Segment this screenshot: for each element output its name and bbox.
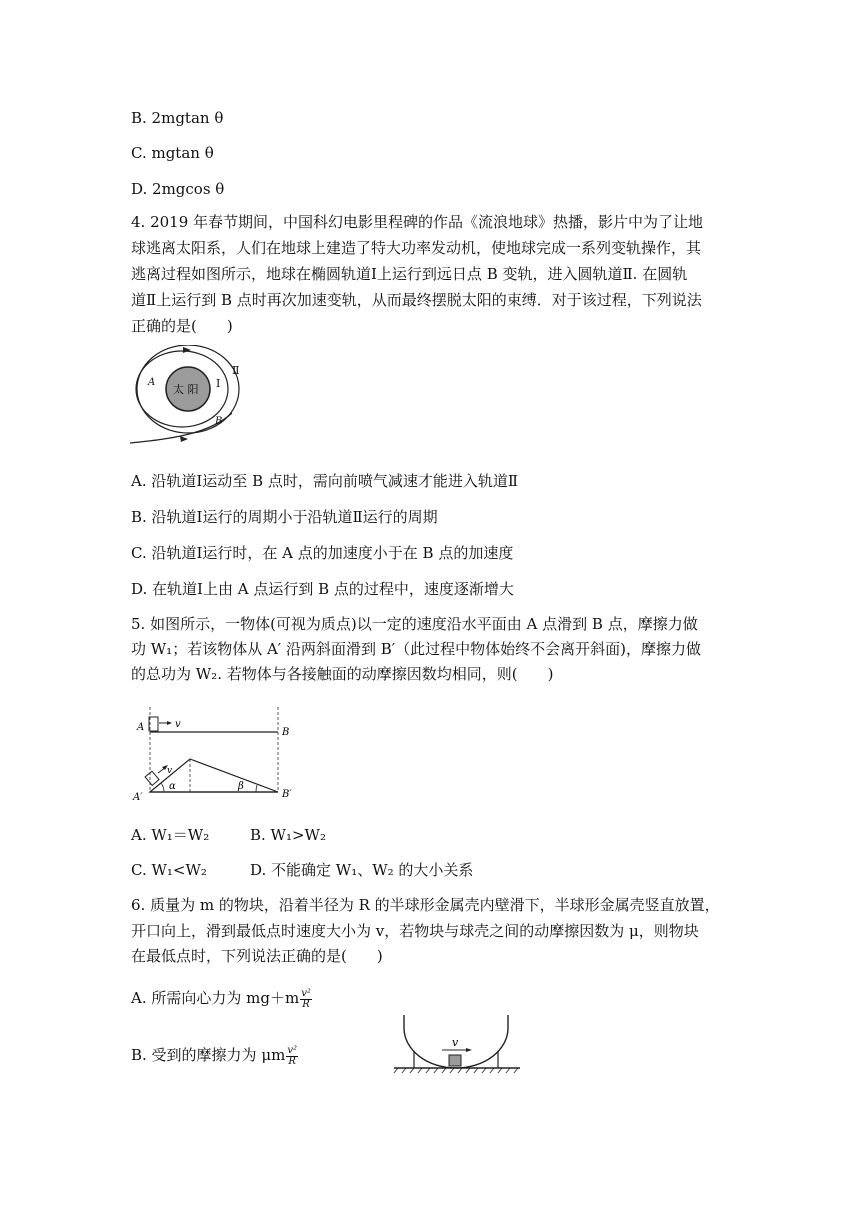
q6-hemisphere-diagram [392, 1013, 524, 1075]
q6-option-a [131, 988, 313, 1010]
q5-stem-line-3: 的总功为 W₂. 若物体与各接触面的动摩擦因数均相同，则( ) [131, 665, 554, 683]
v-label-incline: v [167, 766, 173, 776]
v-label-top: v [175, 719, 181, 730]
fraction-v2-over-r: $\frac{\text{v²}}{R}$ [301, 987, 311, 1010]
block [449, 1055, 461, 1066]
q5-option-c: C. W₁<W₂ [131, 861, 207, 879]
velocity-arrow-icon [466, 1048, 472, 1052]
sun-label: 太 阳 [173, 383, 199, 396]
escape-arrow-icon [180, 436, 188, 442]
q5-stem-line-1: 5. 如图所示，一物体(可视为质点)以一定的速度沿水平面由 A 点滑到 B 点，摩擦力做 [131, 615, 698, 633]
point-a-prime-label: A′ [133, 792, 143, 802]
q4-option-d: D. 在轨道Ⅰ上由 A 点运行到 B 点的过程中，速度逐渐增大 [131, 580, 514, 598]
q6-option-a-text: A. 所需向心力为 mg＋m [131, 989, 300, 1007]
q4-option-c: C. 沿轨道Ⅰ运行时，在 A 点的加速度小于在 B 点的加速度 [131, 544, 514, 562]
q5-option-d: D. 不能确定 W₁、W₂ 的大小关系 [250, 861, 474, 879]
q4-stem-line-3: 逃离过程如图所示，地球在椭圆轨道Ⅰ上运行到远日点 B 变轨，进入圆轨道Ⅱ. 在圆轨 [131, 265, 688, 283]
velocity-arrow-icon [167, 721, 172, 725]
ground-hatching [394, 1068, 518, 1073]
point-a-label: A [137, 722, 145, 733]
point-a-label: A [148, 377, 156, 388]
point-b-prime-label: B′ [282, 789, 292, 800]
q5-option-a: A. W₁＝W₂ [131, 826, 210, 844]
beta-label: β [238, 781, 244, 792]
q4-stem-line-1: 4. 2019 年春节期间，中国科幻电影里程碑的作品《流浪地球》热播，影片中为了让地 [131, 213, 704, 231]
q3-option-b: B. 2mgtan θ [131, 109, 224, 127]
q6-option-b [131, 1045, 299, 1067]
orbit-i-label: Ⅰ [216, 377, 221, 390]
q4-stem-line-5: 正确的是( ) [131, 317, 233, 335]
point-b-label: B [282, 727, 290, 738]
q4-stem-line-2: 球逃离太阳系，人们在地球上建造了特大功率发动机，使地球完成一系列变轨操作，其 [131, 239, 702, 257]
q4-stem-line-4: 道Ⅱ上运行到 B 点时再次加速变轨，从而最终摆脱太阳的束缚．对于该过程，下列说法 [131, 291, 702, 309]
q5-incline-diagram [128, 707, 303, 802]
alpha-label: α [169, 781, 176, 792]
point-b-label: B [215, 416, 223, 427]
q4-option-a: A. 沿轨道Ⅰ运动至 B 点时，需向前喷气减速才能进入轨道Ⅱ [131, 472, 519, 490]
q5-stem-line-2: 功 W₁；若该物体从 A′ 沿两斜面滑到 B′（此过程中物体始终不会离开斜面)，摩擦力做 [131, 640, 702, 658]
q6-stem-line-2: 开口向上，滑到最低点时速度大小为 v，若物块与球壳之间的动摩擦因数为 μ，则物块 [131, 922, 699, 940]
v-label: v [452, 1036, 459, 1049]
q3-option-d: D. 2mgcos θ [131, 180, 225, 198]
q3-option-c: C. mgtan θ [131, 144, 214, 162]
q6-stem-line-3: 在最低点时，下列说法正确的是( ) [131, 947, 383, 965]
q4-option-b: B. 沿轨道Ⅰ运行的周期小于沿轨道Ⅱ运行的周期 [131, 508, 438, 526]
q4-orbit-diagram [128, 345, 258, 450]
q6-option-b-text: B. 受到的摩擦力为 μm [131, 1046, 286, 1064]
fraction-v2-over-r: $\frac{\text{v²}}{R}$ [287, 1044, 297, 1067]
q6-stem-line-1: 6. 质量为 m 的物块，沿着半径为 R 的半球形金属壳内壁滑下，半球形金属壳竖直放置， [131, 896, 720, 914]
orbit-ii-label: Ⅱ [232, 364, 240, 377]
q5-option-b: B. W₁>W₂ [250, 826, 326, 844]
block-on-incline [145, 771, 159, 785]
